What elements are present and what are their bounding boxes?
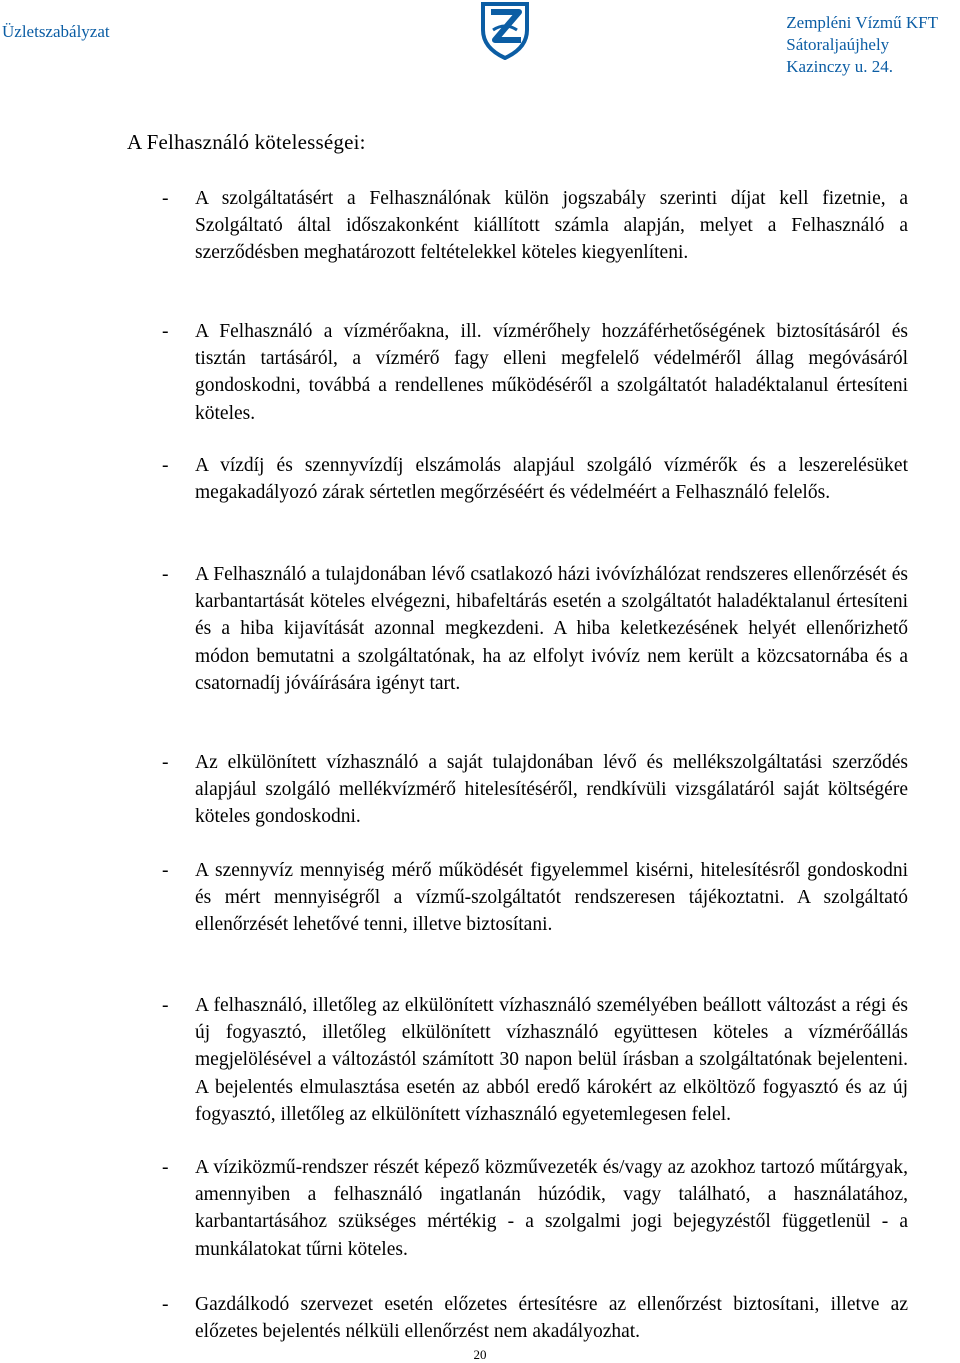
list-item	[162, 452, 908, 506]
page-header	[0, 0, 960, 90]
section-title: A Felhasználó kötelességei:	[127, 130, 366, 154]
list-item-text: Gazdálkodó szervezet esetén előzetes értesítésre az ellenőrzést biztosítani, illetve az előzetes bejelentés nélküli ellenőrzést nem akadályozhat.	[195, 1294, 908, 1343]
list-item-text: A szolgáltatásért a Felhasználónak külön jogszabály szerinti díjat kell fizetnie, a Szolgáltató által időszakonként kiállított számla alapján, melyet a Felhasználó a szerződésben meghatározott feltételekkel köteles kiegyenlíteni.	[195, 188, 908, 264]
document-title: Üzletszabályzat	[2, 22, 110, 41]
list-dash: -	[162, 564, 169, 585]
zv-shield-logo-icon	[475, 0, 535, 60]
list-dash: -	[162, 995, 169, 1016]
list-item-text: Az elkülönített vízhasználó a saját tulajdonában lévő és mellékszolgáltatási szerződés alapjául szolgáló mellékvízmérő hitelesítéséről, rendkívüli vizsgálatáról saját költségére köteles gondoskodni.	[195, 752, 908, 828]
company-name: Zempléni Vízmű KFT	[786, 13, 938, 32]
list-item-text: A víziközmű-rendszer részét képező közművezeték és/vagy az azokhoz tartozó műtárgyak, amennyiben a felhasználó ingatlanán húzódik, vagy található, a használatához, karbantartásához szükséges mértékig - a szolgalmi jogi bejegyzéstől függetlenül - a munkálatokat tűrni köteles.	[195, 1157, 908, 1260]
list-item-text: A Felhasználó a vízmérőakna, ill. vízmérőhely hozzáférhetőségének biztosításáról és tisztán tartásáról, a vízmérő fagy elleni megfelelő védelméről állag megóvásáról gondoskodni, továbbá a rendellenes működéséről a szolgáltatót haladéktalanul értesíteni köteles.	[195, 321, 908, 424]
company-city: Sátoraljaújhely	[786, 35, 890, 54]
list-dash: -	[162, 455, 169, 476]
list-dash: -	[162, 752, 169, 773]
list-item	[162, 318, 908, 427]
list-dash: -	[162, 1294, 169, 1315]
list-item-text: A Felhasználó a tulajdonában lévő csatlakozó házi ivóvízhálózat rendszeres ellenőrzését és karbantartását köteles elvégezni, hibafeltárás esetén a szolgáltatót haladéktalanul értesíteni és a hiba kijavítását azonnal megkezdeni. A hiba keletkezésének helyét ellenőrizhető módon bemutatni a szolgáltatónak, ha az elfolyt ivóvíz nem került a közcsatornába és a csatornadíj jóváírására igényt tart.	[195, 564, 908, 694]
list-item	[162, 749, 908, 831]
list-item	[162, 561, 908, 697]
list-dash: -	[162, 188, 169, 209]
company-address	[786, 12, 938, 78]
list-item-text: A szennyvíz mennyiség mérő működését figyelemmel kisérni, hitelesítésről gondoskodni és mért mennyiségről a vízmű-szolgáltatót rendszeresen tájékoztatni. A szolgáltató ellenőrzését lehetővé tenni, illetve biztosítani.	[195, 860, 908, 936]
company-street: Kazinczy u. 24.	[786, 57, 893, 76]
list-dash: -	[162, 1157, 169, 1178]
list-item	[162, 857, 908, 939]
list-dash: -	[162, 321, 169, 342]
list-item-text: A felhasználó, illetőleg az elkülönített vízhasználó személyében beállott változást a régi és új fogyasztó, illetőleg elkülönített vízhasználó együttesen köteles a vízmérőállás megjelölésével a változástól számított 30 napon belül írásban a szolgáltatónak bejelenteni. A bejelentés elmulasztása esetén az abból eredő károkért az elköltöző fogyasztó és az új fogyasztó, illetőleg az elkülönített vízhasználó egyetemlegesen felel.	[195, 995, 908, 1125]
list-item-text: A vízdíj és szennyvízdíj elszámolás alapjául szolgáló vízmérők és a leszerelésüket megakadályozó zárak sértetlen megőrzéséért és védelméért a Felhasználó felelős.	[195, 455, 908, 504]
list-dash: -	[162, 860, 169, 881]
list-item	[162, 1154, 908, 1263]
list-item	[162, 1291, 908, 1345]
list-item	[162, 185, 908, 267]
list-item	[162, 992, 908, 1128]
page-number: 20	[473, 1347, 487, 1362]
